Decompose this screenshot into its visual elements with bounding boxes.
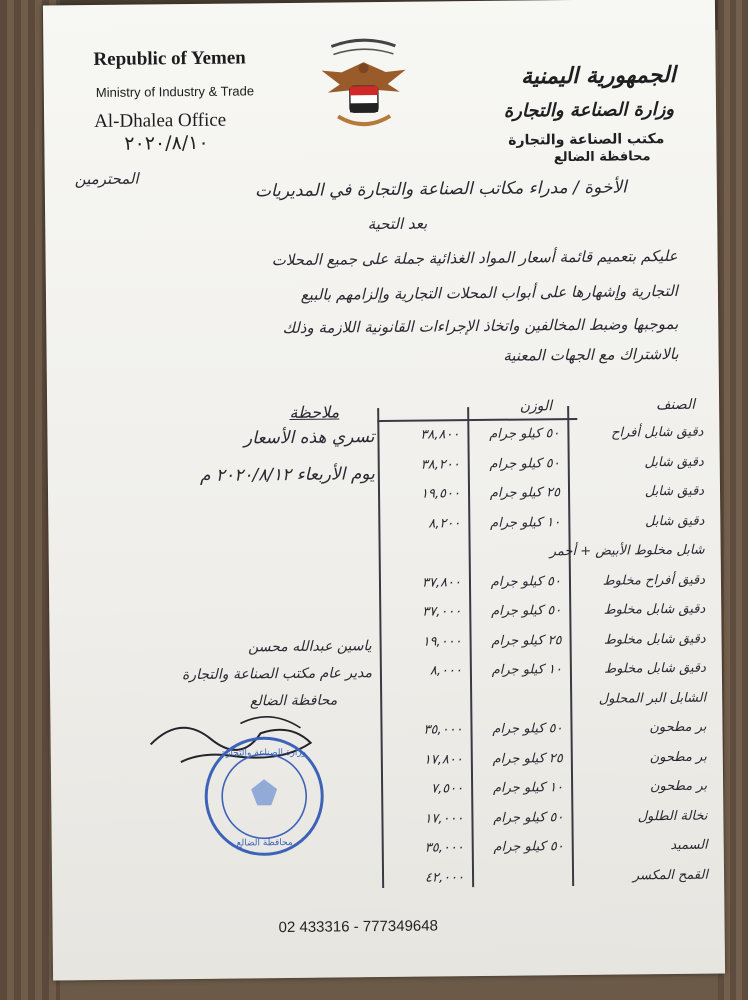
table-cell-price: ٣٧,٨٠٠ [421,574,462,591]
table-cell-price: ٤٢,٠٠٠ [424,869,465,886]
table-cell-item: نخالة الطلول [637,808,708,824]
table-cell-item: دقيق شابل [644,483,705,500]
column-header-weight: الوزن [519,398,553,415]
table-cell-item: دقيق شابل مخلوط [603,631,706,648]
table-cell-item: الشابل البر المحلول [598,690,707,707]
table-cell-item: دقيق شابل [644,454,704,470]
table-cell-weight: ٢٥ كيلو جرام [492,750,563,767]
arabic-office-title: مكتب الصناعة والتجارة [508,131,665,149]
english-office-title: Al-Dhalea Office [94,109,227,133]
arabic-republic-title: الجمهورية اليمنية [520,62,676,90]
table-cell-weight: ٥٠ كيلو جرام [489,455,560,472]
table-header-rule [377,418,577,422]
table-cell-item: بر مطحون [649,778,708,795]
table-cell-weight: ٥٠ كيلو جرام [490,603,562,619]
letter-honorific: المحترمين [74,169,139,189]
column-header-item: الصنف [656,396,696,414]
signatory-name: ياسين عبدالله محسن [247,638,372,656]
letter-body-line: التجارية وإشهارها على أبواب المحلات التجارية وإلزامهم بالبيع [300,281,679,304]
letter-recipient: الأخوة / مدراء مكاتب الصناعة والتجارة في المديريات [254,177,627,202]
letter-body-line: بالاشتراك مع الجهات المعنية [503,344,679,365]
table-cell-item: دقيق شابل [645,513,705,529]
table-divider [467,407,474,887]
table-cell-item: بر مطحون [649,749,707,765]
table-cell-weight: ٥٠ كيلو جرام [489,426,560,442]
table-cell-price: ١٩,٠٠٠ [422,633,462,650]
table-cell-price: ٣٨,٢٠٠ [420,456,460,473]
table-cell-item: دقيق شابل أفراح [610,424,704,441]
notes-line: تسري هذه الأسعار [243,427,375,449]
footer-phone: 02 433316 - 777349648 [278,917,438,937]
stamp-text-bottom: محافظة الضالع [236,837,293,849]
table-cell-item: شابل مخلوط الأبيض + أحمر [549,542,705,560]
letter-body-line: بموجبها وضبط المخالفين واتخاذ الإجراءات القانونية اللازمة وذلك [282,314,679,338]
table-cell-price: ٣٨,٨٠٠ [420,427,460,443]
price-table [377,397,712,900]
notes-title: ملاحظة [289,402,340,422]
document-sheet [43,0,725,980]
table-cell-price: ٣٥,٠٠٠ [423,722,463,738]
english-ministry-title: Ministry of Industry & Trade [95,83,255,100]
table-cell-price: ٣٥,٠٠٠ [424,840,464,856]
table-cell-item: دقيق أفراح مخلوط [602,572,706,589]
table-cell-weight: ١٠ كيلو جرام [491,662,562,678]
table-cell-item: بر مطحون [649,719,707,736]
table-cell-price: ١٩,٥٠٠ [420,486,461,502]
letter-body-line: عليكم بتعميم قائمة أسعار المواد الغذائية جملة على جميع المحلات [271,246,678,270]
document-date: ٢٠٢٠/٨/١٠ [124,131,209,155]
signatory-governorate: محافظة الضالع [249,692,338,710]
table-cell-item: دقيق شابل مخلوط [603,601,706,618]
table-cell-weight: ٥٠ كيلو جرام [492,721,563,737]
table-cell-price: ٨,٠٠٠ [429,663,462,679]
stamp-text-top: وزارة الصناعة والتجارة [221,747,307,759]
yemen-emblem-icon [313,32,414,143]
table-cell-weight: ١٠ كيلو جرام [492,780,564,796]
official-stamp [201,733,328,860]
table-cell-weight: ١٠ كيلو جرام [490,514,561,531]
table-cell-item: السميد [670,837,708,854]
table-cell-price: ١٧,٨٠٠ [423,751,463,768]
notes-line: يوم الأربعاء ٢٠٢٠/٨/١٢ م [199,464,375,486]
table-divider [567,406,574,886]
english-republic-title: Republic of Yemen [93,47,246,71]
table-cell-item: دقيق شابل مخلوط [604,660,706,677]
table-cell-item: القمح المكسر [632,867,709,883]
table-cell-weight: ٥٠ كيلو جرام [493,809,564,826]
table-divider [377,408,384,888]
arabic-governorate-title: محافظة الضالع [553,149,651,166]
signatory-title: مدير عام مكتب الصناعة والتجارة [181,665,373,684]
arabic-ministry-title: وزارة الصناعة والتجارة [503,98,675,122]
table-cell-price: ١٧,٠٠٠ [424,810,464,827]
table-cell-weight: ٥٠ كيلو جرام [490,573,562,590]
table-cell-price: ٣٧,٠٠٠ [422,604,462,620]
table-cell-weight: ٢٥ كيلو جرام [491,632,562,649]
table-cell-price: ٨,٢٠٠ [428,515,461,532]
table-cell-weight: ٥٠ كيلو جرام [493,839,564,855]
table-cell-price: ٧,٥٠٠ [430,781,464,797]
table-cell-weight: ٢٥ كيلو جرام [489,485,561,501]
letter-greeting: بعد التحية [367,214,428,234]
